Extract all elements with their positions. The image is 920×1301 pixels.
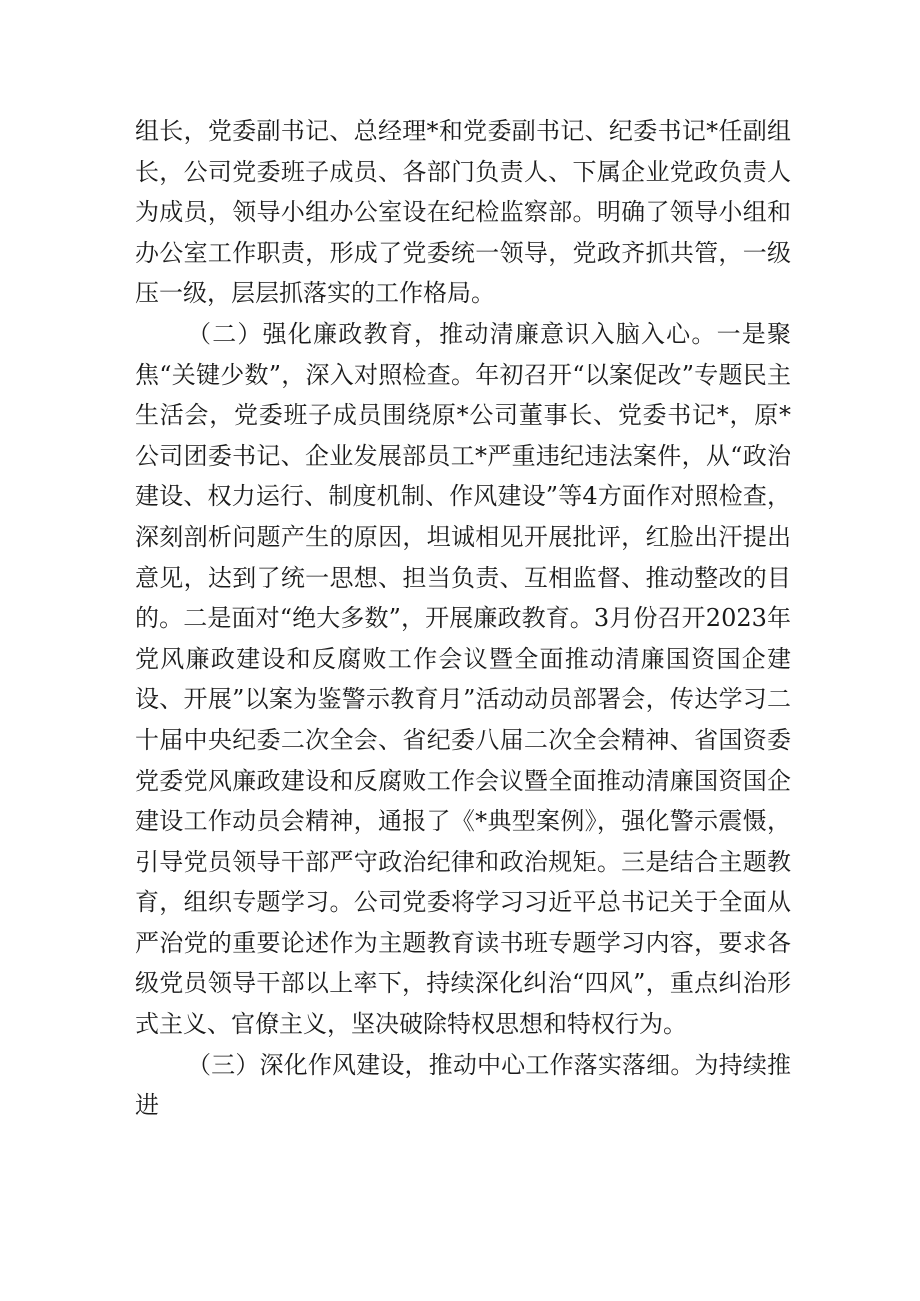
paragraph-continuation: 组长，党委副书记、总经理*和党委副书记、纪委书记*任副组长，公司党委班子成员、各部门负责人、下属企业党政负责人为成员，领导小组办公室设在纪检监察部。明确了领导小组和办公室工作职责，形成了党委统一领导，党政齐抓共管，一级压一级，层层抓落实的工作格局。 (135, 117, 791, 308)
document-body (135, 111, 791, 1126)
paragraph-section-three: （三）深化作风建设，推动中心工作落实落细。为持续推进 (135, 1050, 791, 1120)
paragraph-section-two: （二）强化廉政教育，推动清廉意识入脑入心。一是聚焦“关键少数”，深入对照检查。年初召开“以案促改”专题民主生活会，党委班子成员围绕原*公司董事长、党委书记*，原*公司团委书记、企业发展部员工*严重违纪违法案件，从“政治建设、权力运行、制度机制、作风建设”等4方面作对照检查，深刻剖析问题产生的原因，坦诚相见开展批评，红脸出汗提出意见，达到了统一思想、担当负责、互相监督、推动整改的目的。二是面对“绝大多数”，开展廉政教育。3月份召开2023年党风廉政建设和反腐败工作会议暨全面推动清廉国资国企建设、开展”以案为鉴警示教育月”活动动员部署会，传达学习二十届中央纪委二次全会、省纪委八届二次全会精神、省国资委党委党风廉政建设和反腐败工作会议暨全面推动清廉国资国企建设工作动员会精神，通报了《*典型案例》，强化警示震慑，引导党员领导干部严守政治纪律和政治规矩。三是结合主题教育，组织专题学习。公司党委将学习习近平总书记关于全面从严治党的重要论述作为主题教育读书班专题学习内容，要求各级党员领导干部以上率下，持续深化纠治“四风”，重点纠治形式主义、官僚主义，坚决破除特权思想和特权行为。 (135, 319, 791, 1039)
